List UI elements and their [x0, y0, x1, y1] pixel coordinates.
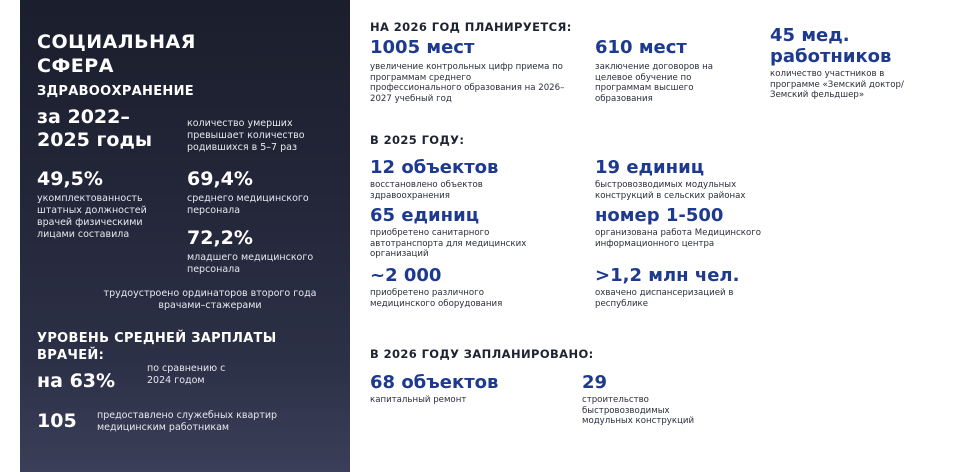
year2025-item-label: организована работа Медицинского информационного центра [595, 228, 761, 249]
stat1-label: укомплектованность штатных должностей врачей физическими лицами составила [37, 193, 147, 240]
year2025-item-label: приобретено различного медицинского оборудования [370, 288, 503, 309]
plan-item-label: увеличение контрольных цифр приема по программам среднего профессионального образования на 2026–2027 учебный год [370, 62, 565, 104]
stat3-value: 72,2% [187, 227, 253, 249]
planned-2026-heading: В 2026 ГОДУ ЗАПЛАНИРОВАНО: [370, 347, 594, 361]
plan-item-label: заключение договоров на целевое обучение по программам высшего образования [595, 62, 714, 104]
apartments-value: 105 [37, 410, 77, 432]
year2025-item-label: восстановлено объектов здравоохранения [370, 180, 483, 201]
stat2-value: 69,4% [187, 168, 253, 190]
planned-item-label: строительство быстровозводимых модульных конструкций [582, 395, 695, 426]
section-title: СОЦИАЛЬНАЯ СФЕРА [37, 31, 196, 77]
year2025-item-value: 19 единиц [595, 157, 705, 178]
deaths-note: количество умерших превышает количество родившихся в 5–7 раз [187, 118, 305, 153]
year2025-item-value: ~2 000 [370, 265, 442, 286]
right-panel [350, 0, 960, 472]
plan-item-value: 45 мед. работников [770, 25, 892, 67]
residents-note: трудоустроено ординаторов второго года врачами–стажерами [103, 288, 317, 311]
year2025-item-value: номер 1-500 [595, 205, 724, 226]
planned-item-value: 68 объектов [370, 372, 499, 393]
salary-heading: УРОВЕНЬ СРЕДНЕЙ ЗАРПЛАТЫ ВРАЧЕЙ: [37, 331, 277, 363]
year2025-item-value: 12 объектов [370, 157, 499, 178]
stat3-label: младшего медицинского персонала [187, 252, 314, 275]
plan-item-label: количество участников в программе «Земский доктор/ Земский фельдшер» [770, 69, 904, 100]
planned-item-label: капитальный ремонт [370, 395, 467, 405]
year2025-item-label: быстровозводимых модульных конструкций в сельских районах [595, 180, 746, 201]
year2025-item-value: 65 единиц [370, 205, 480, 226]
salary-value: на 63% [37, 370, 116, 392]
planned-item-value: 29 [582, 372, 608, 393]
year2025-item-label: приобретено санитарного автотранспорта для медицинских организаций [370, 228, 527, 259]
stat2-label: среднего медицинского персонала [187, 193, 309, 216]
left-panel [20, 0, 350, 472]
plan-2026-heading: НА 2026 ГОД ПЛАНИРУЕТСЯ: [370, 20, 572, 34]
plan-item-value: 610 мест [595, 37, 687, 58]
period-title: за 2022– 2025 годы [37, 106, 153, 151]
salary-note: по сравнению с 2024 годом [147, 363, 226, 386]
section-subtitle: ЗДРАВООХРАНЕНИЕ [37, 84, 194, 99]
apartments-label: предоставлено служебных квартир медицинским работникам [97, 410, 278, 433]
plan-item-value: 1005 мест [370, 37, 475, 58]
year2025-item-label: охвачено диспансеризацией в республике [595, 288, 734, 309]
stat1-value: 49,5% [37, 168, 103, 190]
year-2025-heading: В 2025 ГОДУ: [370, 133, 465, 147]
year2025-item-value: >1,2 млн чел. [595, 265, 740, 286]
